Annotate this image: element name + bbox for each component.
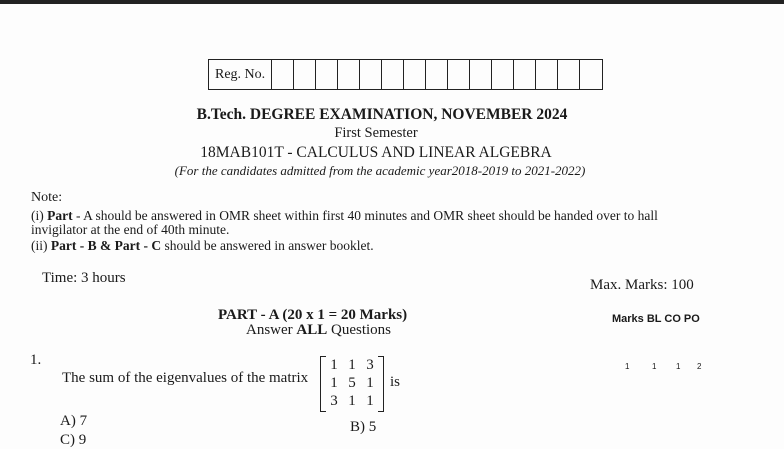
- po-value: 2: [697, 362, 702, 371]
- reg-no-cell: [514, 60, 536, 89]
- matrix-cell: 3: [366, 357, 374, 373]
- part-a-title: PART - A (20 x 1 = 20 Marks): [218, 307, 408, 323]
- bl-value: 1: [652, 362, 657, 371]
- matrix-cell: 1: [366, 375, 374, 391]
- matrix-cell: 1: [366, 393, 374, 409]
- reg-no-cell: [316, 60, 338, 89]
- matrix-row: [321, 392, 383, 410]
- reg-no-label: Reg. No.: [209, 60, 272, 89]
- reg-no-cell: [536, 60, 558, 89]
- max-marks: Max. Marks: 100: [590, 277, 694, 293]
- matrix-cell: 1: [330, 375, 338, 391]
- co-value: 1: [676, 362, 681, 371]
- matrix-cell: 3: [330, 393, 338, 409]
- exam-title: B.Tech. DEGREE EXAMINATION, NOVEMBER 2024: [196, 106, 568, 123]
- question-suffix: is: [390, 374, 401, 390]
- reg-no-cell: [294, 60, 316, 89]
- reg-no-cell: [404, 60, 426, 89]
- note-line-2: invigilator at the end of 40th minute.: [31, 222, 230, 237]
- matrix-cell: 1: [348, 393, 356, 409]
- marks-columns-header: Marks BL CO PO: [612, 313, 700, 325]
- option-a: A) 7: [60, 413, 88, 429]
- page-top-edge: [0, 0, 784, 4]
- reg-no-cell: [338, 60, 360, 89]
- reg-no-cell: [580, 60, 602, 89]
- note-heading: Note:: [31, 190, 63, 205]
- part-a-instruction: Answer ALL Questions: [246, 322, 391, 338]
- reg-no-cell: [360, 60, 382, 89]
- question-text: The sum of the eigenvalues of the matrix: [62, 370, 309, 386]
- option-c: C) 9: [60, 432, 87, 448]
- matrix-row: [321, 374, 383, 392]
- matrix-row: [321, 356, 383, 374]
- reg-no-box: [208, 59, 603, 90]
- option-b: B) 5: [350, 419, 377, 435]
- semester: First Semester: [334, 125, 418, 141]
- matrix-cell: 1: [330, 357, 338, 373]
- course-title: 18MAB101T - CALCULUS AND LINEAR ALGEBRA: [200, 144, 552, 161]
- reg-no-cell: [426, 60, 448, 89]
- matrix-cell: 1: [348, 357, 356, 373]
- reg-no-cell: [448, 60, 470, 89]
- matrix-cell: 5: [348, 375, 356, 391]
- note-line-3: (ii) Part - B & Part - C should be answered in answer booklet.: [31, 238, 374, 253]
- note-line-1: (i) Part - A should be answered in OMR sheet within first 40 minutes and OMR sheet should be handed over to hall: [31, 208, 658, 223]
- exam-duration: Time: 3 hours: [42, 270, 126, 286]
- eligibility-note: (For the candidates admitted from the academic year2018-2019 to 2021-2022): [174, 163, 586, 178]
- marks-value: 1: [625, 362, 630, 371]
- reg-no-cell: [470, 60, 492, 89]
- reg-no-cell: [558, 60, 580, 89]
- question-number: 1.: [30, 352, 42, 368]
- reg-no-cell: [272, 60, 294, 89]
- question-matrix: [320, 356, 384, 412]
- reg-no-cell: [492, 60, 514, 89]
- reg-no-cell: [382, 60, 404, 89]
